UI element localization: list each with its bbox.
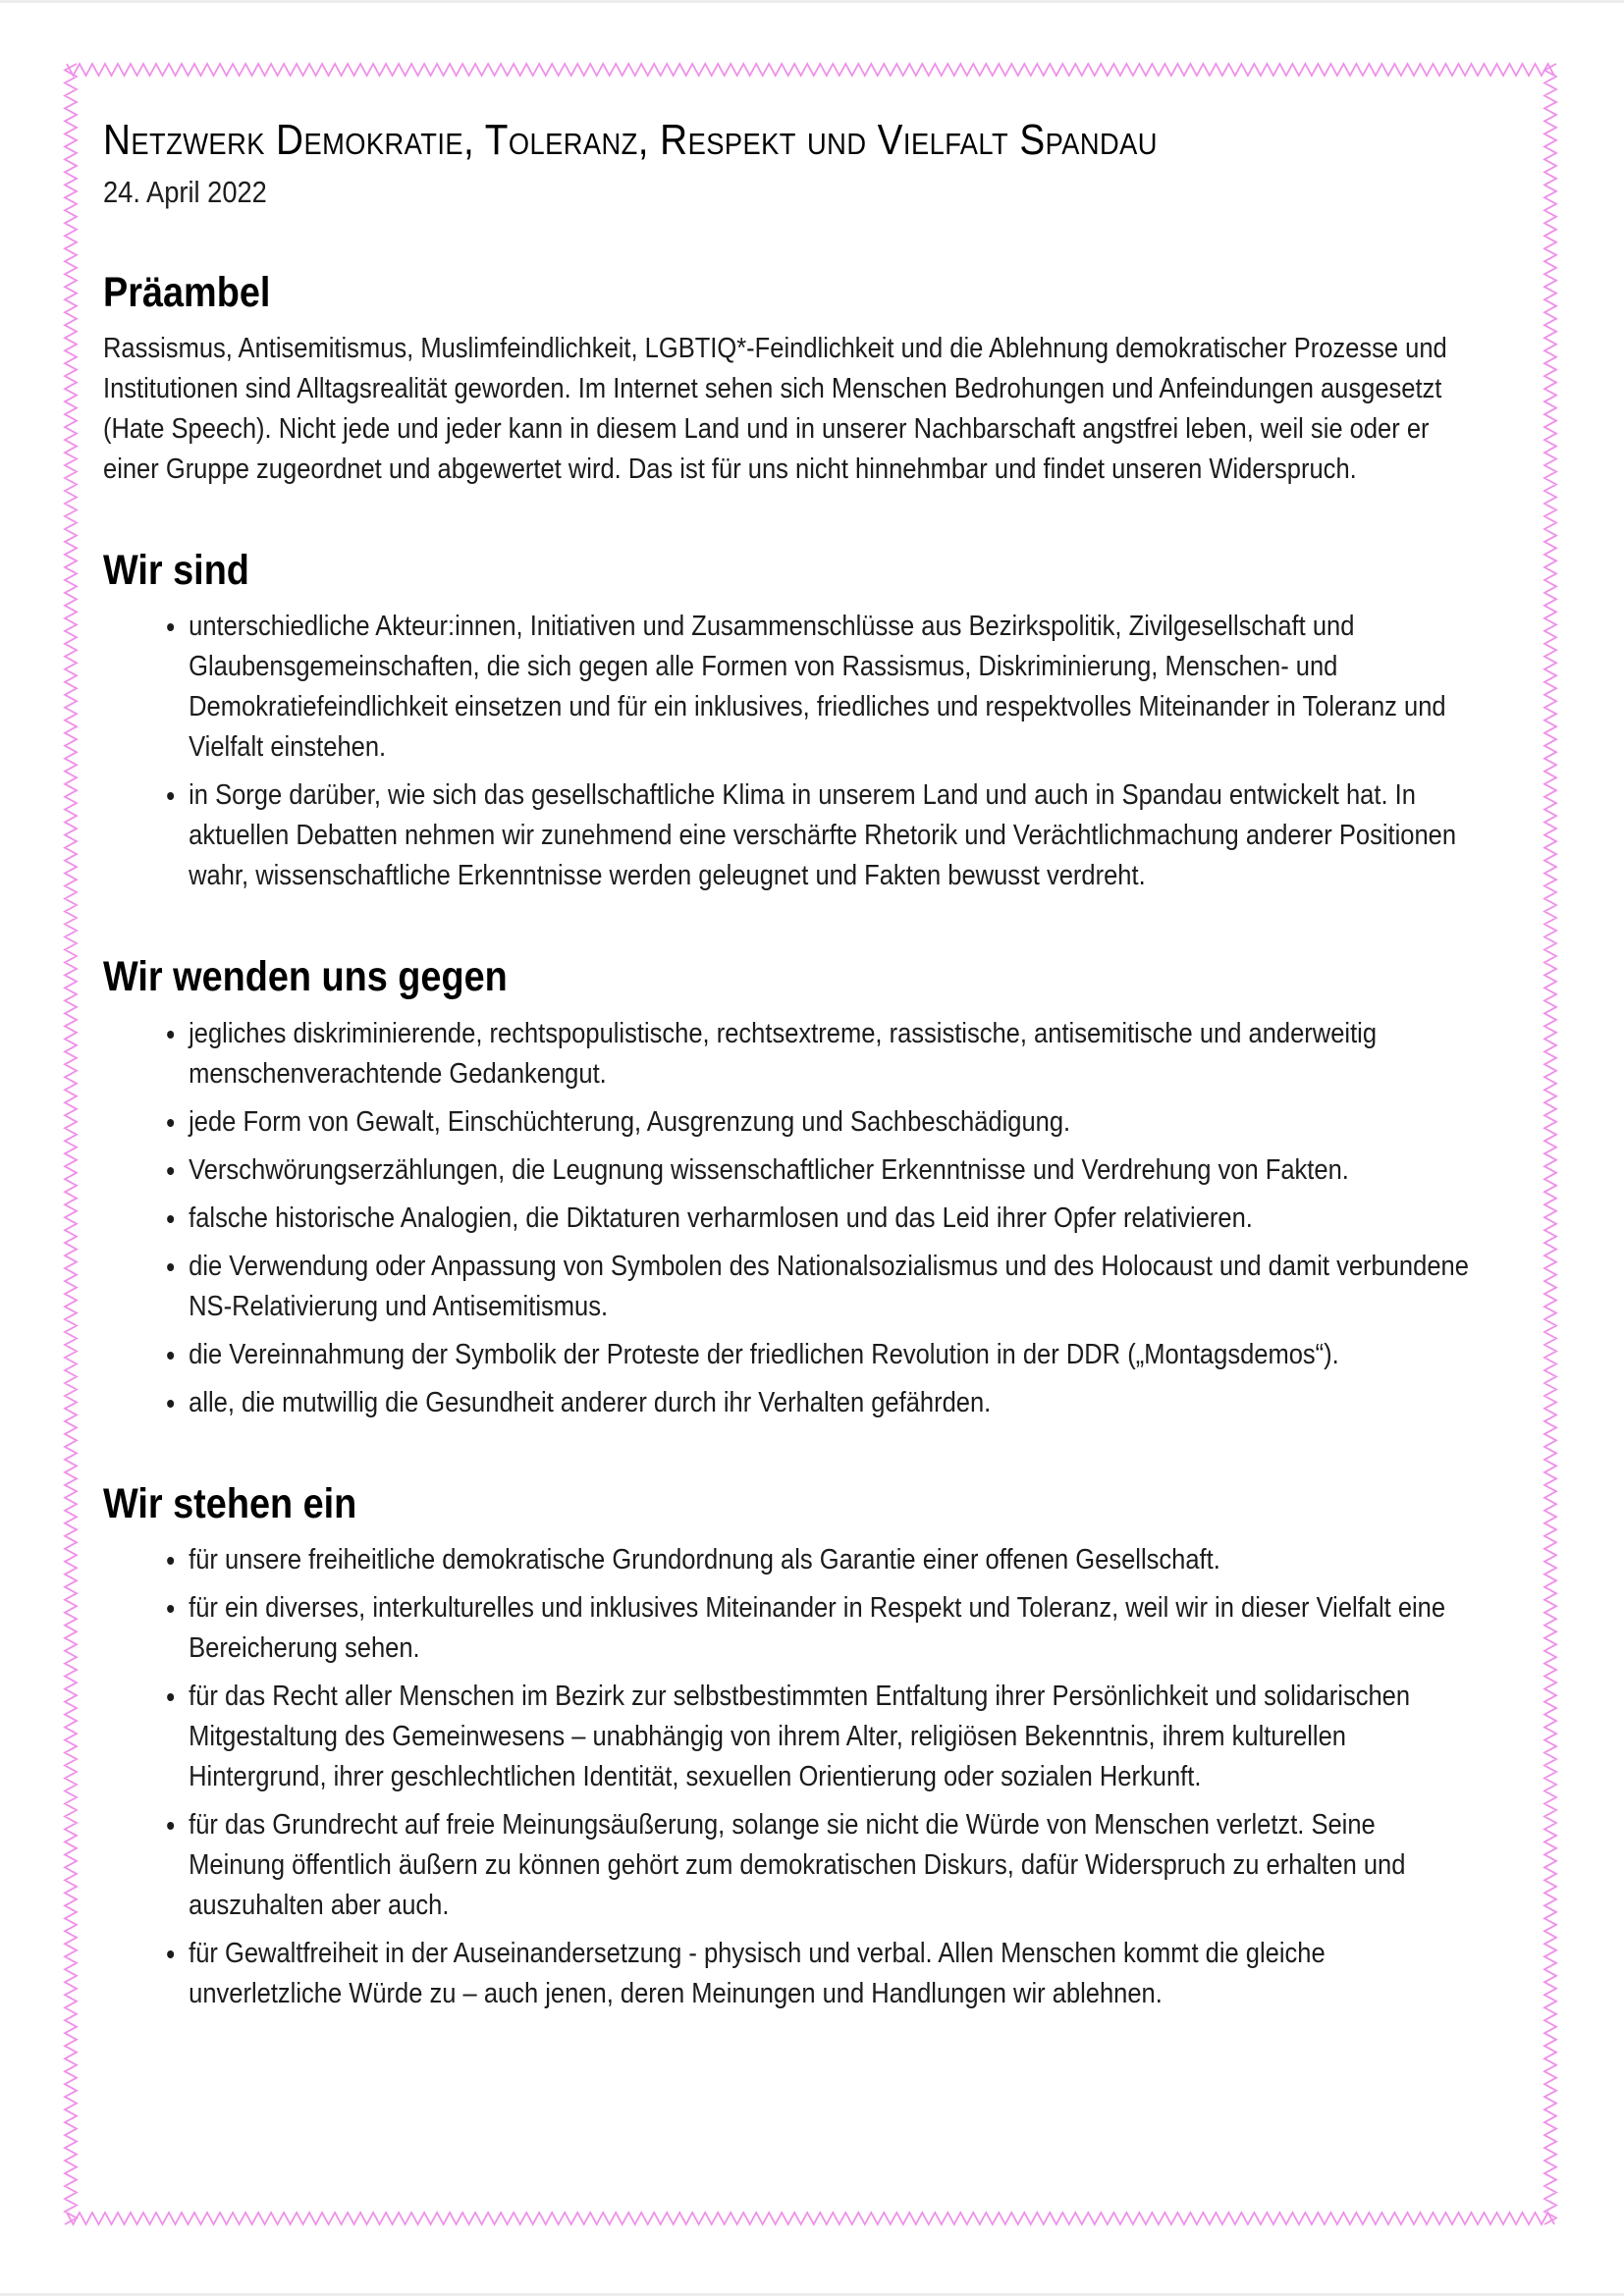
document-date: 24. April 2022 — [103, 174, 267, 209]
bullet-list — [103, 1540, 1474, 2014]
list-item: • alle, die mutwillig die Gesundheit anderer durch ihr Verhalten gefährden. — [187, 1383, 1473, 1423]
list-item: • jegliches diskriminierende, rechtspopulistische, rechtsextreme, rassistische, antisemitische und anderweitig menschenverachtende Gedankengut. — [187, 1014, 1473, 1095]
section-wir-wenden-uns-gegen — [103, 953, 1474, 1422]
document-content — [103, 116, 1474, 2022]
list-item: • in Sorge darüber, wie sich das gesellschaftliche Klima in unserem Land und auch in Spandau entwickelt hat. In aktuellen Debatten nehmen wir zunehmend eine verschärfte Rhetorik und Verächtlichmachung anderer Positionen wahr, wissenschaftliche Erkenntnisse werden geleugnet und Fakten bewusst verdreht. — [187, 775, 1473, 896]
section-wir-stehen-ein — [103, 1480, 1474, 2014]
page-top-edge — [0, 0, 1624, 3]
document-title: Netzwerk Demokratie, Toleranz, Respekt und Vielfalt Spandau — [103, 116, 1158, 164]
bullet-list — [103, 1014, 1474, 1423]
zigzag-border-right — [1544, 64, 1556, 2224]
section-heading: Präambel — [103, 268, 271, 316]
zigzag-border-bottom — [67, 2213, 1554, 2224]
section-praeambel — [103, 269, 1474, 490]
paragraph: Rassismus, Antisemitismus, Muslimfeindlichkeit, LGBTIQ*-Feindlichkeit und die Ablehnung demokratischer Prozesse und Institutionen sind Alltagsrealität geworden. Im Internet sehen sich Menschen Bedrohungen und Anfeindungen ausgesetzt (Hate Speech). Nicht jede und jeder kann in diesem Land und in unserer Nachbarschaft angstfrei leben, weil sie oder er einer Gruppe zugeordnet und abgewertet wird. Das ist für uns nicht hinnehmbar und findet unseren Widerspruch. — [103, 333, 1447, 486]
list-item: • für ein diverses, interkulturelles und inklusives Miteinander in Respekt und Toleranz, weil wir in dieser Vielfalt eine Bereicherung sehen. — [187, 1588, 1473, 1669]
list-item: • für Gewaltfreiheit in der Auseinandersetzung - physisch und verbal. Allen Menschen kommt die gleiche unverletzliche Würde zu – auch jenen, deren Meinungen und Handlungen wir ablehnen. — [187, 1934, 1473, 2014]
bullet-list — [103, 607, 1474, 896]
list-item: • die Vereinnahmung der Symbolik der Proteste der friedlichen Revolution in der DDR („Montagsdemos“). — [187, 1335, 1473, 1375]
list-item: • für das Grundrecht auf freie Meinungsäußerung, solange sie nicht die Würde von Menschen verletzt. Seine Meinung öffentlich äußern zu können gehört zum demokratischen Diskurs, dafür Widerspruch zu erhalten und auszuhalten aber auch. — [187, 1805, 1473, 1926]
zigzag-border-top — [67, 64, 1554, 76]
section-wir-sind — [103, 547, 1474, 896]
list-item: • falsche historische Analogien, die Diktaturen verharmlosen und das Leid ihrer Opfer relativieren. — [187, 1199, 1473, 1239]
list-item: • die Verwendung oder Anpassung von Symbolen des Nationalsozialismus und des Holocaust und damit verbundene NS-Relativierung und Antisemitismus. — [187, 1247, 1473, 1327]
section-heading: Wir stehen ein — [103, 1479, 357, 1527]
list-item: • Verschwörungserzählungen, die Leugnung wissenschaftlicher Erkenntnisse und Verdrehung von Fakten. — [187, 1150, 1473, 1191]
zigzag-border-left — [65, 64, 77, 2224]
section-heading: Wir sind — [103, 547, 249, 595]
list-item: • unterschiedliche Akteur:innen, Initiativen und Zusammenschlüsse aus Bezirkspolitik, Zivilgesellschaft und Glaubensgemeinschaften, die sich gegen alle Formen von Rassismus, Diskriminierung, Menschen- und Demokratiefeindlichkeit einsetzen und für ein inklusives, friedliches und respektvolles Miteinander in Toleranz und Vielfalt einstehen. — [187, 607, 1473, 768]
section-heading: Wir wenden uns gegen — [103, 953, 508, 1001]
list-item: • für unsere freiheitliche demokratische Grundordnung als Garantie einer offenen Gesellschaft. — [187, 1540, 1473, 1580]
list-item: • für das Recht aller Menschen im Bezirk zur selbstbestimmten Entfaltung ihrer Persönlichkeit und solidarischen Mitgestaltung des Gemeinwesens – unabhängig von ihrem Alter, religiösen Bekenntnis, ihrem kulturellen Hintergrund, ihrer geschlechtlichen Identität, sexuellen Orientierung oder sozialen Herkunft. — [187, 1677, 1473, 1797]
list-item: • jede Form von Gewalt, Einschüchterung, Ausgrenzung und Sachbeschädigung. — [187, 1102, 1473, 1143]
